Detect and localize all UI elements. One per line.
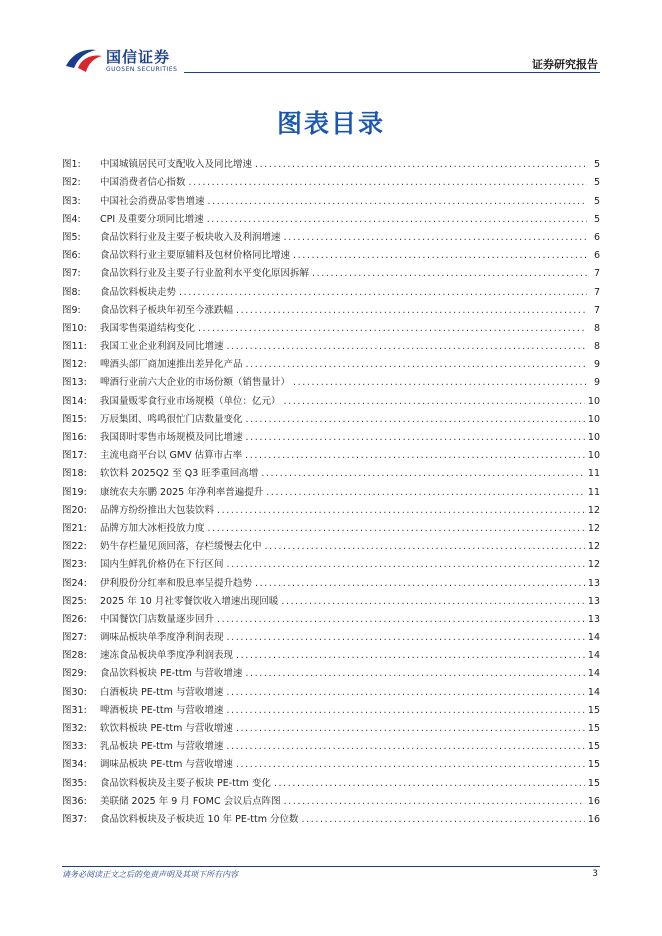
toc-dot-leader bbox=[246, 432, 585, 444]
footer-divider bbox=[62, 866, 600, 867]
toc-page-number[interactable]: 5 bbox=[593, 213, 600, 225]
toc-figure-title[interactable]: 食品饮料子板块年初至今涨跌幅 bbox=[100, 304, 234, 316]
toc-figure-number: 图36: bbox=[62, 795, 87, 807]
toc-entry[interactable] bbox=[62, 790, 600, 808]
toc-page-number[interactable]: 9 bbox=[593, 359, 600, 371]
toc-dot-leader bbox=[293, 250, 587, 262]
toc-figure-number: 图16: bbox=[62, 432, 87, 443]
toc-dot-leader bbox=[284, 396, 585, 408]
toc-figure-title[interactable]: 2025 年 10 月社零餐饮收入增速出现回暖 bbox=[100, 595, 279, 607]
toc-figure-number: 图13: bbox=[62, 377, 87, 389]
toc-dot-leader bbox=[261, 468, 585, 480]
toc-page-number[interactable]: 12 bbox=[587, 559, 600, 571]
toc-figure-title[interactable]: CPI 及重要分项同比增速 bbox=[100, 213, 204, 225]
toc-page-number[interactable]: 5 bbox=[593, 177, 600, 189]
toc-entry[interactable] bbox=[62, 753, 600, 771]
toc-page-number[interactable]: 16 bbox=[587, 813, 600, 825]
toc-entry[interactable] bbox=[62, 317, 600, 335]
toc-figure-number: 图7: bbox=[62, 268, 81, 280]
toc-entry[interactable] bbox=[62, 299, 600, 317]
toc-figure-number: 图6: bbox=[62, 250, 81, 262]
logo-text-cn: 国信证券 bbox=[106, 48, 171, 66]
toc-dot-leader bbox=[281, 596, 585, 608]
toc-figure-title[interactable]: 万辰集团、鸣鸣很忙门店数量变化 bbox=[100, 413, 243, 425]
toc-figure-number: 图3: bbox=[62, 195, 81, 207]
toc-page-number[interactable]: 15 bbox=[587, 741, 600, 753]
toc-page-number[interactable]: 13 bbox=[587, 613, 600, 625]
toc-figure-number: 图34: bbox=[62, 759, 87, 771]
toc-figure-title[interactable]: 康统农夫东鹏 2025 年净利率普遍提升 bbox=[100, 486, 264, 498]
toc-dot-leader bbox=[245, 668, 585, 680]
toc-entry[interactable] bbox=[62, 571, 600, 589]
toc-page-number[interactable]: 7 bbox=[593, 286, 600, 298]
toc-page-number[interactable]: 8 bbox=[593, 322, 600, 334]
toc-entry[interactable] bbox=[62, 280, 600, 298]
toc-figure-title[interactable]: 食品饮料板块 PE-ttm 与营收增速 bbox=[100, 668, 243, 680]
toc-figure-number: 图5: bbox=[62, 231, 81, 243]
page-number: 3 bbox=[592, 869, 598, 879]
toc-dot-leader bbox=[207, 214, 587, 226]
toc-dot-leader bbox=[226, 705, 585, 717]
toc-entry[interactable] bbox=[62, 553, 600, 571]
toc-dot-leader bbox=[217, 505, 585, 517]
toc-page-number[interactable]: 12 bbox=[587, 541, 600, 553]
toc-figure-number: 图19: bbox=[62, 486, 87, 498]
toc-dot-leader bbox=[236, 305, 587, 317]
toc-figure-number: 图20: bbox=[62, 504, 87, 516]
toc-figure-title[interactable]: 我国零售渠道结构变化 bbox=[100, 322, 196, 334]
toc-entry[interactable] bbox=[62, 699, 600, 717]
toc-figure-title[interactable]: 中国城镇居民可支配收入及同比增速 bbox=[100, 159, 253, 171]
toc-page-number[interactable]: 10 bbox=[587, 395, 600, 407]
toc-dot-leader bbox=[198, 323, 587, 335]
toc-dot-leader bbox=[255, 578, 585, 590]
toc-entry[interactable] bbox=[62, 771, 600, 789]
toc-figure-number: 图25: bbox=[62, 595, 87, 607]
toc-figure-title[interactable]: 伊利股份分红率和股息率呈提升趋势 bbox=[100, 577, 253, 589]
toc-dot-leader bbox=[293, 377, 587, 389]
toc-entry[interactable] bbox=[62, 462, 600, 480]
toc-page-number[interactable]: 11 bbox=[587, 468, 600, 480]
toc-page-number[interactable]: 14 bbox=[587, 686, 600, 698]
toc-figure-number: 图37: bbox=[62, 813, 87, 825]
toc-page-number[interactable]: 5 bbox=[593, 195, 600, 207]
company-logo bbox=[64, 44, 184, 74]
toc-entry[interactable] bbox=[62, 335, 600, 353]
toc-figure-number: 图33: bbox=[62, 741, 87, 753]
toc-entry[interactable] bbox=[62, 517, 600, 535]
toc-figure-number: 图23: bbox=[62, 559, 87, 571]
toc-figure-number: 图10: bbox=[62, 322, 87, 334]
toc-figure-number: 图22: bbox=[62, 541, 87, 553]
toc-figure-title[interactable]: 乳品板块 PE-ttm 与营收增速 bbox=[100, 741, 224, 753]
toc-entry[interactable] bbox=[62, 208, 600, 226]
toc-figure-title[interactable]: 速冻食品板块单季度净利润表现 bbox=[100, 650, 234, 662]
toc-page-number[interactable]: 12 bbox=[587, 504, 600, 516]
toc-entry[interactable] bbox=[62, 262, 600, 280]
toc-dot-leader bbox=[236, 723, 585, 735]
logo-text-en: GUOSEN SECURITIES bbox=[106, 66, 178, 73]
toc-figure-number: 图24: bbox=[62, 577, 87, 589]
toc-figure-number: 图2: bbox=[62, 177, 81, 189]
toc-figure-title[interactable]: 我国即时零售市场规模及同比增速 bbox=[100, 432, 243, 443]
toc-dot-leader bbox=[226, 741, 585, 753]
toc-page-number[interactable]: 15 bbox=[587, 704, 600, 716]
figure-toc-list bbox=[62, 153, 600, 826]
toc-figure-title[interactable]: 食品饮料行业及主要子行业盈利水平变化原因拆解 bbox=[100, 268, 310, 280]
toc-figure-title[interactable]: 美联储 2025 年 9 月 FOMC 会议后点阵图 bbox=[100, 795, 281, 807]
toc-entry[interactable] bbox=[62, 680, 600, 698]
toc-figure-number: 图1: bbox=[62, 159, 81, 171]
toc-entry[interactable] bbox=[62, 717, 600, 735]
toc-page-number[interactable]: 10 bbox=[587, 413, 600, 425]
toc-page-number[interactable]: 14 bbox=[587, 632, 600, 644]
toc-figure-number: 图9: bbox=[62, 304, 81, 316]
toc-dot-leader bbox=[246, 414, 585, 426]
toc-figure-number: 图29: bbox=[62, 668, 87, 680]
toc-entry[interactable] bbox=[62, 499, 600, 517]
toc-dot-leader bbox=[284, 232, 587, 244]
toc-figure-title[interactable]: 我国量贩零食行业市场规模（单位：亿元） bbox=[100, 395, 281, 407]
disclaimer-note: 请务必阅读正文之后的免责声明及其项下所有内容 bbox=[62, 870, 238, 879]
toc-figure-number: 图8: bbox=[62, 286, 81, 298]
toc-page-number[interactable]: 13 bbox=[587, 577, 600, 589]
toc-page-number[interactable]: 14 bbox=[587, 650, 600, 662]
toc-dot-leader bbox=[284, 796, 585, 808]
page-header bbox=[0, 0, 662, 80]
toc-page-number[interactable]: 6 bbox=[593, 250, 600, 262]
page-title: 图表目录 bbox=[276, 109, 385, 138]
toc-page-number[interactable]: 7 bbox=[593, 268, 600, 280]
toc-entry[interactable] bbox=[62, 590, 600, 608]
toc-figure-number: 图15: bbox=[62, 413, 87, 425]
toc-entry[interactable] bbox=[62, 189, 600, 207]
toc-entry[interactable] bbox=[62, 371, 600, 389]
toc-figure-number: 图12: bbox=[62, 359, 87, 371]
toc-entry[interactable] bbox=[62, 662, 600, 680]
toc-figure-title[interactable]: 食品饮料板块及子板块近 10 年 PE-ttm 分位数 bbox=[100, 813, 299, 825]
toc-figure-number: 图18: bbox=[62, 468, 87, 480]
toc-dot-leader bbox=[227, 341, 587, 353]
toc-figure-title[interactable]: 食品饮料行业主要原辅料及包材价格同比增速 bbox=[100, 250, 291, 262]
toc-figure-number: 图30: bbox=[62, 686, 87, 698]
toc-figure-title[interactable]: 中国社会消费品零售增速 bbox=[100, 195, 205, 207]
toc-figure-title[interactable]: 中国消费者信心指数 bbox=[100, 177, 186, 189]
toc-figure-title[interactable]: 我国工业企业利润及同比增速 bbox=[100, 341, 224, 353]
toc-dot-leader bbox=[217, 614, 585, 626]
toc-dot-leader bbox=[208, 523, 585, 535]
toc-entry[interactable] bbox=[62, 353, 600, 371]
toc-figure-title[interactable]: 软饮料板块 PE-ttm 与营收增速 bbox=[100, 723, 233, 734]
toc-page-number[interactable]: 9 bbox=[593, 377, 600, 389]
toc-dot-leader bbox=[227, 559, 585, 571]
toc-figure-number: 图11: bbox=[62, 341, 87, 353]
toc-figure-title[interactable]: 主流电商平台以 GMV 估算市占率 bbox=[100, 450, 243, 462]
report-type-label: 证券研究报告 bbox=[532, 58, 598, 71]
toc-entry[interactable] bbox=[62, 735, 600, 753]
toc-figure-number: 图31: bbox=[62, 704, 87, 716]
toc-entry[interactable] bbox=[62, 480, 600, 498]
toc-figure-title[interactable]: 奶牛存栏量见顶回落，存栏缓慢去化中 bbox=[100, 541, 262, 553]
toc-page-number[interactable]: 13 bbox=[587, 595, 600, 607]
toc-dot-leader bbox=[179, 287, 587, 299]
toc-figure-title[interactable]: 啤酒板块 PE-ttm 与营收增速 bbox=[100, 704, 224, 716]
toc-figure-title[interactable]: 调味品板块 PE-ttm 与营收增速 bbox=[100, 759, 233, 771]
toc-page-number[interactable]: 12 bbox=[587, 522, 600, 534]
toc-dot-leader bbox=[312, 268, 587, 280]
toc-figure-title[interactable]: 食品饮料板块走势 bbox=[100, 286, 177, 298]
toc-entry[interactable] bbox=[62, 408, 600, 426]
toc-figure-title[interactable]: 白酒板块 PE-ttm 与营收增速 bbox=[100, 686, 224, 698]
toc-dot-leader bbox=[245, 450, 585, 462]
toc-figure-title[interactable]: 食品饮料行业及主要子板块收入及利润增速 bbox=[100, 231, 281, 243]
toc-entry[interactable] bbox=[62, 608, 600, 626]
toc-dot-leader bbox=[255, 159, 587, 171]
toc-dot-leader bbox=[236, 650, 585, 662]
toc-page-number[interactable]: 7 bbox=[593, 304, 600, 316]
toc-dot-leader bbox=[227, 632, 585, 644]
toc-figure-number: 图17: bbox=[62, 450, 87, 462]
toc-page-number[interactable]: 15 bbox=[587, 777, 600, 789]
toc-entry[interactable] bbox=[62, 535, 600, 553]
toc-dot-leader bbox=[236, 759, 585, 771]
toc-figure-title[interactable]: 国内生鲜乳价格仍在下行区间 bbox=[100, 559, 224, 571]
toc-dot-leader bbox=[265, 541, 585, 553]
toc-figure-title[interactable]: 食品饮料板块及主要子板块 PE-ttm 变化 bbox=[100, 777, 271, 789]
toc-entry[interactable] bbox=[62, 644, 600, 662]
toc-entry[interactable] bbox=[62, 244, 600, 262]
guosen-logo-icon bbox=[64, 44, 104, 74]
toc-dot-leader bbox=[246, 359, 587, 371]
toc-page-number[interactable]: 5 bbox=[593, 159, 600, 171]
toc-page-number[interactable]: 8 bbox=[593, 341, 600, 353]
toc-figure-number: 图28: bbox=[62, 650, 87, 662]
toc-figure-number: 图27: bbox=[62, 632, 87, 644]
toc-page-number[interactable]: 14 bbox=[587, 668, 600, 680]
toc-dot-leader bbox=[208, 196, 587, 208]
toc-entry[interactable] bbox=[62, 444, 600, 462]
toc-dot-leader bbox=[189, 177, 587, 189]
toc-figure-number: 图26: bbox=[62, 613, 87, 625]
toc-figure-number: 图35: bbox=[62, 777, 87, 789]
toc-figure-title[interactable]: 调味品板块单季度净利润表现 bbox=[100, 632, 224, 644]
toc-dot-leader bbox=[274, 778, 585, 790]
toc-entry[interactable] bbox=[62, 226, 600, 244]
toc-entry[interactable] bbox=[62, 153, 600, 171]
toc-page-number[interactable]: 16 bbox=[587, 795, 600, 807]
toc-entry[interactable] bbox=[62, 171, 600, 189]
toc-page-number[interactable]: 6 bbox=[593, 231, 600, 243]
toc-figure-title[interactable]: 品牌方纷纷推出大包装饮料 bbox=[100, 504, 215, 516]
toc-figure-title[interactable]: 啤酒头部厂商加速推出差异化产品 bbox=[100, 359, 243, 371]
toc-dot-leader bbox=[226, 687, 585, 699]
toc-dot-leader bbox=[266, 487, 585, 499]
toc-figure-number: 图32: bbox=[62, 723, 87, 734]
toc-figure-number: 图14: bbox=[62, 395, 87, 407]
toc-entry[interactable] bbox=[62, 626, 600, 644]
toc-page-number[interactable]: 10 bbox=[587, 432, 600, 443]
toc-figure-number: 图21: bbox=[62, 522, 87, 534]
toc-figure-title[interactable]: 软饮料 2025Q2 至 Q3 旺季重回高增 bbox=[100, 468, 259, 480]
header-divider bbox=[184, 72, 600, 73]
toc-figure-title[interactable]: 啤酒行业前六大企业的市场份额（销售量计） bbox=[100, 377, 291, 389]
toc-page-number[interactable]: 15 bbox=[587, 759, 600, 771]
toc-entry[interactable] bbox=[62, 389, 600, 407]
toc-figure-number: 图4: bbox=[62, 213, 81, 225]
toc-figure-title[interactable]: 中国餐饮门店数量逐步回升 bbox=[100, 613, 215, 625]
toc-entry[interactable] bbox=[62, 808, 600, 826]
toc-entry[interactable] bbox=[62, 426, 600, 444]
toc-page-number[interactable]: 15 bbox=[587, 723, 600, 734]
toc-figure-title[interactable]: 品牌方加大冰柜投放力度 bbox=[100, 522, 205, 534]
toc-page-number[interactable]: 10 bbox=[587, 450, 600, 462]
toc-page-number[interactable]: 11 bbox=[587, 486, 600, 498]
toc-dot-leader bbox=[302, 814, 585, 826]
